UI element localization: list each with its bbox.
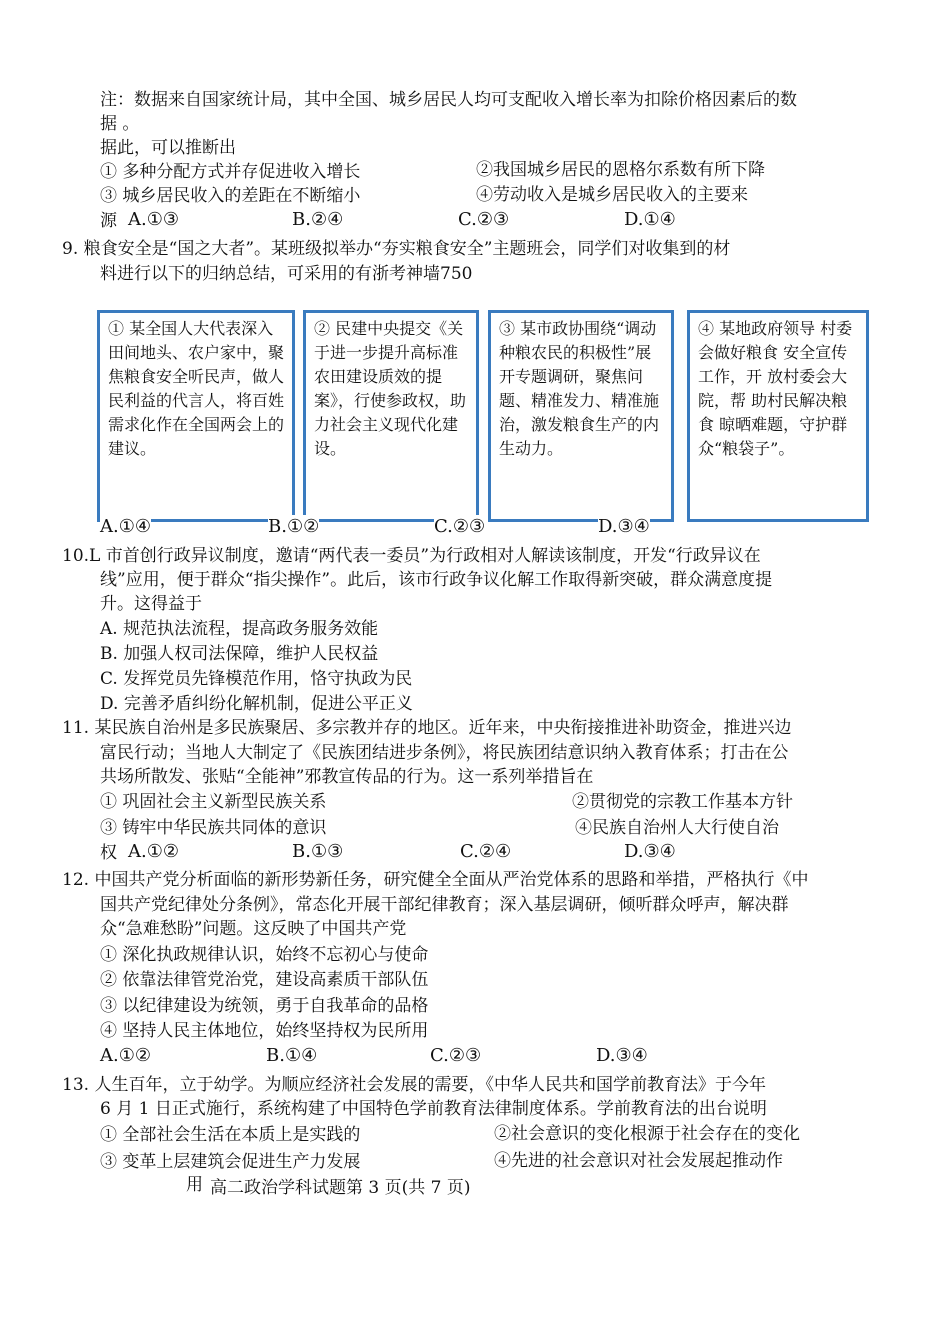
q11-statement-3: ③ 铸牢中华民族共同体的意识	[100, 818, 327, 838]
q12-choice-c[interactable]: C.②③	[430, 1045, 482, 1066]
q12-stem-line1: 12. 中国共产党分析面临的新形势新任务，研究健全全面从严治党体系的思路和举措，严格执行《中	[62, 870, 809, 890]
q11-choice-d[interactable]: D.③④	[624, 841, 676, 862]
q9-choice-d[interactable]: D.③④	[598, 516, 650, 537]
q8-statement-1: ① 多种分配方式并存促进收入增长	[100, 162, 361, 182]
q11-stem-line1: 11. 某民族自治州是多民族聚居、多宗教并存的地区。近年来，中央衔接推进补助资金，推进兴边	[62, 718, 792, 738]
q8-statement-3: ③ 城乡居民收入的差距在不断缩小	[100, 186, 361, 206]
q8-statement-4: ④劳动收入是城乡居民收入的主要来	[476, 185, 748, 205]
q12-choice-d[interactable]: D.③④	[596, 1045, 648, 1066]
q8-choice-b[interactable]: B.②④	[292, 209, 344, 230]
q12-choice-b[interactable]: B.①④	[266, 1045, 318, 1066]
q9-material-box-2: ② 民建中央提交《关于进一步提升高标准农田建设质效的提案》，行使参政权，助力社会主义现代化建设。	[303, 310, 479, 522]
q9-choice-a[interactable]: A.①④	[100, 516, 151, 537]
q9-material-box-3: ③ 某市政协围绕“调动种粮农民的积极性”展开专题调研，聚焦问题、精准发力、精准施治，激发粮食生产的内生动力。	[488, 310, 674, 522]
q11-statement-2: ②贯彻党的宗教工作基本方针	[572, 792, 793, 812]
q11-statement-1: ① 巩固社会主义新型民族关系	[100, 792, 327, 812]
q13-statement-1: ① 全部社会生活在本质上是实践的	[100, 1125, 361, 1145]
q8-stem: 据此，可以推断出	[100, 138, 236, 158]
q11-statement-4: ④民族自治州人大行使自治	[575, 818, 779, 838]
q8-statement-4-cont: 源	[100, 211, 117, 231]
q8-note-line2: 据 。	[100, 114, 140, 134]
q12-stem-line2: 国共产党纪律处分条例》，常态化开展干部纪律教育；深入基层调研，倾听群众呼声，解决群	[100, 895, 789, 915]
q13-stem-line1: 13. 人生百年，立于幼学。为顺应经济社会发展的需要，《中华人民共和国学前教育法》于今年	[62, 1075, 766, 1095]
q10-choice-d[interactable]: D. 完善矛盾纠纷化解机制，促进公平正义	[100, 694, 413, 714]
q10-choice-b[interactable]: B. 加强人权司法保障，维护人民权益	[100, 644, 379, 664]
q12-choice-a[interactable]: A.①②	[100, 1045, 151, 1066]
q9-choice-b[interactable]: B.①②	[268, 516, 320, 537]
q10-choice-a[interactable]: A. 规范执法流程，提高政务服务效能	[100, 619, 379, 639]
q8-note-line1: 注：数据来自国家统计局，其中全国、城乡居民人均可支配收入增长率为扣除价格因素后的数	[100, 90, 797, 110]
q9-material-box-1: ① 某全国人大代表深入田间地头、农户家中，聚焦粮食安全听民声，做人民利益的代言人，将百姓需求化作在全国两会上的建议。	[97, 310, 295, 522]
q13-statement-4-cont: 用	[186, 1175, 203, 1195]
q8-statement-2: ②我国城乡居民的恩格尔系数有所下降	[476, 160, 765, 180]
q11-stem-line3: 共场所散发、张贴“全能神”邪教宣传品的行为。这一系列举措旨在	[100, 767, 594, 787]
q12-stem-line3: 众“急难愁盼”问题。这反映了中国共产党	[100, 919, 407, 939]
q10-stem-line1: 10.L 市首创行政异议制度，邀请“两代表一委员”为行政相对人解读该制度，开发“行政异议在	[62, 546, 761, 566]
q10-stem-line2: 线”应用，便于群众“指尖操作”。此后，该市行政争议化解工作取得新突破，群众满意度提	[100, 570, 773, 590]
q13-statement-3: ③ 变革上层建筑会促进生产力发展	[100, 1152, 361, 1172]
q9-choice-c[interactable]: C.②③	[434, 516, 486, 537]
q11-choice-c[interactable]: C.②④	[460, 841, 512, 862]
q11-stem-line2: 富民行动；当地人大制定了《民族团结进步条例》，将民族团结意识纳入教育体系；打击在公	[100, 743, 789, 763]
q12-statement-4: ④ 坚持人民主体地位，始终坚持权为民所用	[100, 1021, 429, 1041]
q10-stem-line3: 升。这得益于	[100, 594, 202, 614]
q11-choice-b[interactable]: B.①③	[292, 841, 344, 862]
page-footer: 高二政治学科试题第 3 页(共 7 页)	[210, 1178, 471, 1198]
q12-statement-2: ② 依靠法律管党治党，建设高素质干部队伍	[100, 970, 429, 990]
q9-material-box-4: ④ 某地政府领导 村委会做好粮食 安全宣传工作，开 放村委会大院，帮 助村民解决粮食 晾晒难题，守护群众“粮袋子”。	[687, 310, 869, 522]
q8-choice-c[interactable]: C.②③	[458, 209, 510, 230]
q13-statement-2: ②社会意识的变化根源于社会存在的变化	[494, 1124, 800, 1144]
q12-statement-3: ③ 以纪律建设为统领，勇于自我革命的品格	[100, 996, 429, 1016]
q10-choice-c[interactable]: C. 发挥党员先锋模范作用，恪守执政为民	[100, 669, 413, 689]
q11-statement-4-cont: 权	[100, 843, 117, 863]
q12-statement-1: ① 深化执政规律认识，始终不忘初心与使命	[100, 945, 429, 965]
q8-choice-a[interactable]: A.①③	[128, 209, 179, 230]
q13-statement-4: ④先进的社会意识对社会发展起推动作	[494, 1151, 783, 1171]
q9-stem-line2: 料进行以下的归纳总结，可采用的有浙考神墙750	[100, 264, 473, 284]
q9-stem-line1: 9. 粮食安全是“国之大者”。某班级拟举办“夯实粮食安全”主题班会，同学们对收集到的材	[62, 239, 731, 259]
q13-stem-line2: 6 月 1 日正式施行，系统构建了中国特色学前教育法律制度体系。学前教育法的出台说明	[100, 1099, 767, 1119]
q8-choice-d[interactable]: D.①④	[624, 209, 676, 230]
q11-choice-a[interactable]: A.①②	[128, 841, 179, 862]
